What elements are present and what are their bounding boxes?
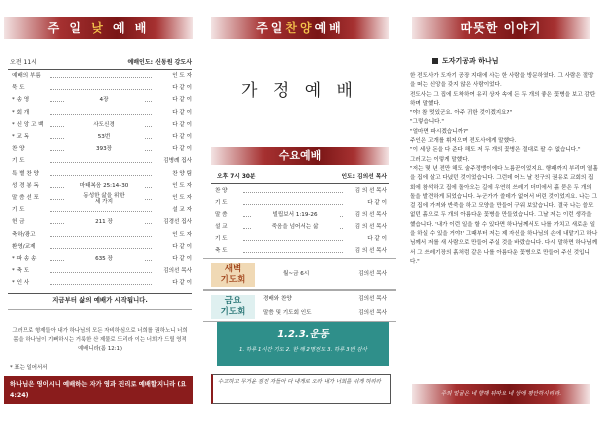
scripture-verse: 그러므로 형제들아 내가 하나님의 모든 자비하심으로 너희를 권하노니 너희 몸을 하나님이 기뻐하시는 거룩한 산 제물로 드리라 이는 너희가 드릴 영적 예배니라(롬 12:1) [12,328,188,352]
service-info [10,58,192,68]
order-row [12,242,192,252]
home-worship-title: 가 정 예 배 [241,81,358,101]
leader-dots [50,248,152,249]
dawn-tag-line1: 새벽 [224,264,242,274]
order-row [12,108,192,118]
order-person: 다 같 이 [172,280,192,287]
wednesday-leader: 인도: 김의선 목사 [341,174,387,180]
order-item: 헌 금 [12,219,25,226]
order-row [12,193,192,203]
movement-text: 1. 하루 1시간 기도 2. 한 해 2명전도 3. 하루 3번 감사 [239,347,367,353]
story-paragraph: 전도사는 그 집에 도착하여 유리 상자 속에 든 두 개의 좋은 꽃병을 보고 감탄하며 말했다. [410,91,596,107]
order-person: 김 의 선 목사 [354,224,387,230]
order-row [12,181,192,191]
order-item: * 인 사 [12,280,30,287]
panel-sunday-worship [0,0,197,424]
order-row [12,132,192,142]
friday-leader: 김의선 목사 [358,296,387,302]
story-paragraph: 그러고는 이렇게 말했다. [410,156,470,163]
order-row [12,217,192,227]
order-item: 찬 양 [215,188,228,194]
order-row [215,246,387,256]
service-leader: 예배인도: 신동원 강도사 [127,59,192,66]
order-item: 말 씀 [215,212,228,218]
friday-item: 말씀 및 기도회 인도 [263,310,312,316]
order-item: 기 도 [12,158,25,165]
order-person: 인 도 자 [172,182,192,189]
order-row [12,120,192,130]
order-item: * 파 송 송 [12,256,37,262]
divider [8,69,192,70]
dawn-tag-line2: 기도회 [220,275,246,285]
order-detail: 211 장 [64,217,144,227]
header-text-b: 낮 [91,21,106,35]
leader-dots [50,162,152,163]
story-header: 따뜻한 이야기 [412,17,590,39]
order-person: 김 의 선 목사 [354,248,387,254]
order-person: 다 같 이 [172,109,192,116]
story-title [432,56,499,66]
story-body [410,72,598,267]
story-paragraph: "저는 몇 년 전만 해도 술주정뱅이에다 노름꾼이었지요. 행패까지 부리며 열흘을 집에 살고 다녔던 것이었습니다. 그런데 어느 날 친구의 권유로 교회의 집회에 참석하고 집에 돌아오는 길에 우연히 쓰레기 더미에서 흙 묻은 두 개의 돌을 발견하게 되었습니다. 누군가가 쓸데가 없어서 버린 것이었지요. 나는 그걸 집에 가져와 반죽을 하고 모양을 만들어 구워 보았습니다. 결국 나는 쓸모 없던 흙으로 두 개의 아름다운 꽃병을 만들었습니다. 그날 저는 이런 생각을 했습니다. '내가 이런 일을 할 수 있다면 하나님께서도 나를 가치고 새로운 일을 하실 수 있을 거야!' 그때부터 저는 제 자신을 하나님의 손에 내맡기고 하나님께서 저를 새 사람으로 만들어 주실 것을 바랐습니다. 다시 말하면 하나님께서 그 쓰레기장의 흙처럼 같은 나를 아름다운 꽃병으로 만들어 주신 것입니다." [410,165,598,265]
header-text-c: 예배 [314,21,344,35]
order-row [12,169,192,179]
order-detail: 죽음을 넘어서는 삶 [251,222,339,232]
order-person: 인 도 자 [172,231,192,238]
order-person: 다 같 이 [172,146,192,153]
order-person: 다 같 이 [172,85,192,92]
story-paragraph: "이 세상 돈을 다 준다 해도 저 두 개의 꽃병은 절대로 팔 수 없습니다." [410,147,581,154]
order-person: 찬 양 팀 [172,170,192,177]
order-item: 말 씀 선 포 [12,195,39,201]
order-person: 다 같 이 [367,200,387,206]
order-row [12,144,192,154]
friday-item: 경배와 찬양 [263,296,292,302]
friday-leader: 김의선 목사 [358,310,387,316]
order-item: 기 도 [215,236,228,242]
order-item: 찬 양 [12,146,25,153]
bullet-icon [432,58,438,64]
order-item: 기 도 [12,207,25,214]
story-footer: 주의 얼굴은 네 향해 뒤따요 네 상에 평안하시리라. [412,384,590,404]
movement-box [217,322,389,366]
order-row [215,210,387,220]
order-person: 설 교 자 [172,207,192,214]
leader-dots [243,252,343,253]
leader-dots [50,114,152,115]
header-text-a: 주일 [256,21,286,35]
order-person: 김 의 선 목사 [354,212,387,218]
order-person: 김의선 목사 [163,268,192,275]
order-row [12,278,192,288]
leader-dots [243,240,343,241]
fri-tag-line2: 기도회 [220,307,246,317]
dawn-prayer-row [263,269,387,279]
order-person: 다 같 이 [172,134,192,140]
leader-dots [243,204,343,205]
story-title-text: 도자기공과 하나님 [442,57,499,65]
leader-dots [50,284,152,285]
leader-dots [50,175,152,176]
order-row [215,234,387,244]
order-item: 설 교 [215,224,228,230]
order-item: 묵 도 [12,85,25,92]
divider [211,183,389,184]
order-item: 축 도 [215,248,228,254]
order-row [12,71,192,81]
order-detail: 53번 [64,132,144,142]
order-person: 김 의 선 목사 [354,188,387,194]
header-text-a: 주 일 [47,21,92,35]
order-detail: 마태복음 25:14-30 [64,181,144,191]
order-person: 다 같 이 [367,236,387,242]
friday-row-2 [263,308,387,318]
order-person: 다 같 이 [172,97,192,104]
order-row [12,95,192,105]
dawn-prayer-time: 월~금 6시 [283,271,310,277]
invitation-quote: 수고하고 무거운 짐진 자들아 다 내게로 오라 내가 너희를 쉬게 하리라 [211,374,391,404]
order-row [12,205,192,215]
order-item: 환영/교제 [12,243,36,250]
order-row [12,230,192,240]
friday-prayer-tag [211,295,255,319]
order-item: * 신 앙 고 백 [12,121,44,128]
leader-dots [50,89,152,90]
story-paragraph: "야! 참 멋있군요. 아주 귀한 것이겠지요?" [410,110,513,117]
sunday-worship-header [4,17,193,39]
order-person: 김병례 집사 [163,158,192,165]
leader-dots [50,272,152,273]
order-person: 다 같 이 [172,256,192,262]
divider [8,309,192,310]
order-row [215,186,387,196]
order-row [12,83,192,93]
worship-notice: 지금부터 삶의 예배가 시작됩니다. [52,296,148,304]
story-paragraph: 한 전도사가 도자기 공장 지대에 사는 한 사람을 방문하였다. 그 사람은 절망을 떠는 신앙을 갖지 않은 사람이었다. [410,73,594,89]
order-person: 다 같 이 [172,243,192,250]
friday-row-1 [263,294,387,304]
order-detail: 빌립보서 1:19-26 [251,210,339,220]
order-row [12,254,192,264]
order-detail: 4장 [64,95,144,105]
divider [8,293,192,294]
panel-story [402,0,600,424]
order-item: * 축 도 [12,268,30,275]
story-paragraph: "얼마면 파시겠습니까?" [410,128,469,135]
order-item: 기 도 [215,200,228,206]
leader-dots [50,77,152,78]
order-row [12,156,192,166]
order-row [215,198,387,208]
order-item: 예배의 부름 [12,73,41,79]
order-person: 김경선 집사 [163,219,192,226]
leader-dots [50,211,152,212]
order-item: * 교 독 [12,134,30,140]
order-item: * 회 개 [12,109,30,116]
dawn-prayer-tag [211,263,255,287]
story-paragraph: "그렇습니다." [410,119,444,126]
order-person: 인 도 자 [172,195,192,201]
leader-dots [243,192,343,193]
panel-midweek [203,0,396,424]
wednesday-time: 오후 7시 30분 [217,174,256,180]
order-person: 인 도 자 [172,73,192,79]
order-detail: 393장 [64,144,144,154]
movement-title: 1.2.3.운동 [277,329,329,340]
order-item: 성 경 봉 독 [12,182,39,189]
wednesday-header: 수요예배 [211,147,389,165]
dawn-prayer-section [203,258,396,290]
order-detail: 동성한 삶을 위한 세 가지 [64,193,144,205]
order-item: 특 별 찬 양 [12,170,39,177]
story-paragraph: 주인은 고개를 휘저으며 전도사에게 말했다. [410,138,517,145]
service-time: 오전 11시 [10,59,37,66]
order-person: 다 같 이 [172,121,192,128]
footnote: * 표는 일어서서 [10,365,48,371]
header-text-b: 찬양 [285,21,315,35]
red-banner: 하나님은 영이시니 예배하는 자가 영과 진리로 예배할지니라 (요4:24) [4,376,193,404]
leader-dots [50,236,152,237]
wednesday-info [217,172,387,182]
header-text-c: 예 배 [105,21,150,35]
order-detail: 사도신경 [64,120,144,130]
praise-worship-header [211,17,389,39]
order-detail: 635 장 [64,254,144,264]
fri-tag-line1: 금요 [224,296,242,306]
order-row [215,222,387,232]
order-row [12,266,192,276]
order-item: 축하/광고 [12,231,36,238]
dawn-prayer-leader: 김의선 목사 [358,271,387,277]
order-item: * 송 영 [12,97,30,104]
friday-prayer-section [203,290,396,322]
